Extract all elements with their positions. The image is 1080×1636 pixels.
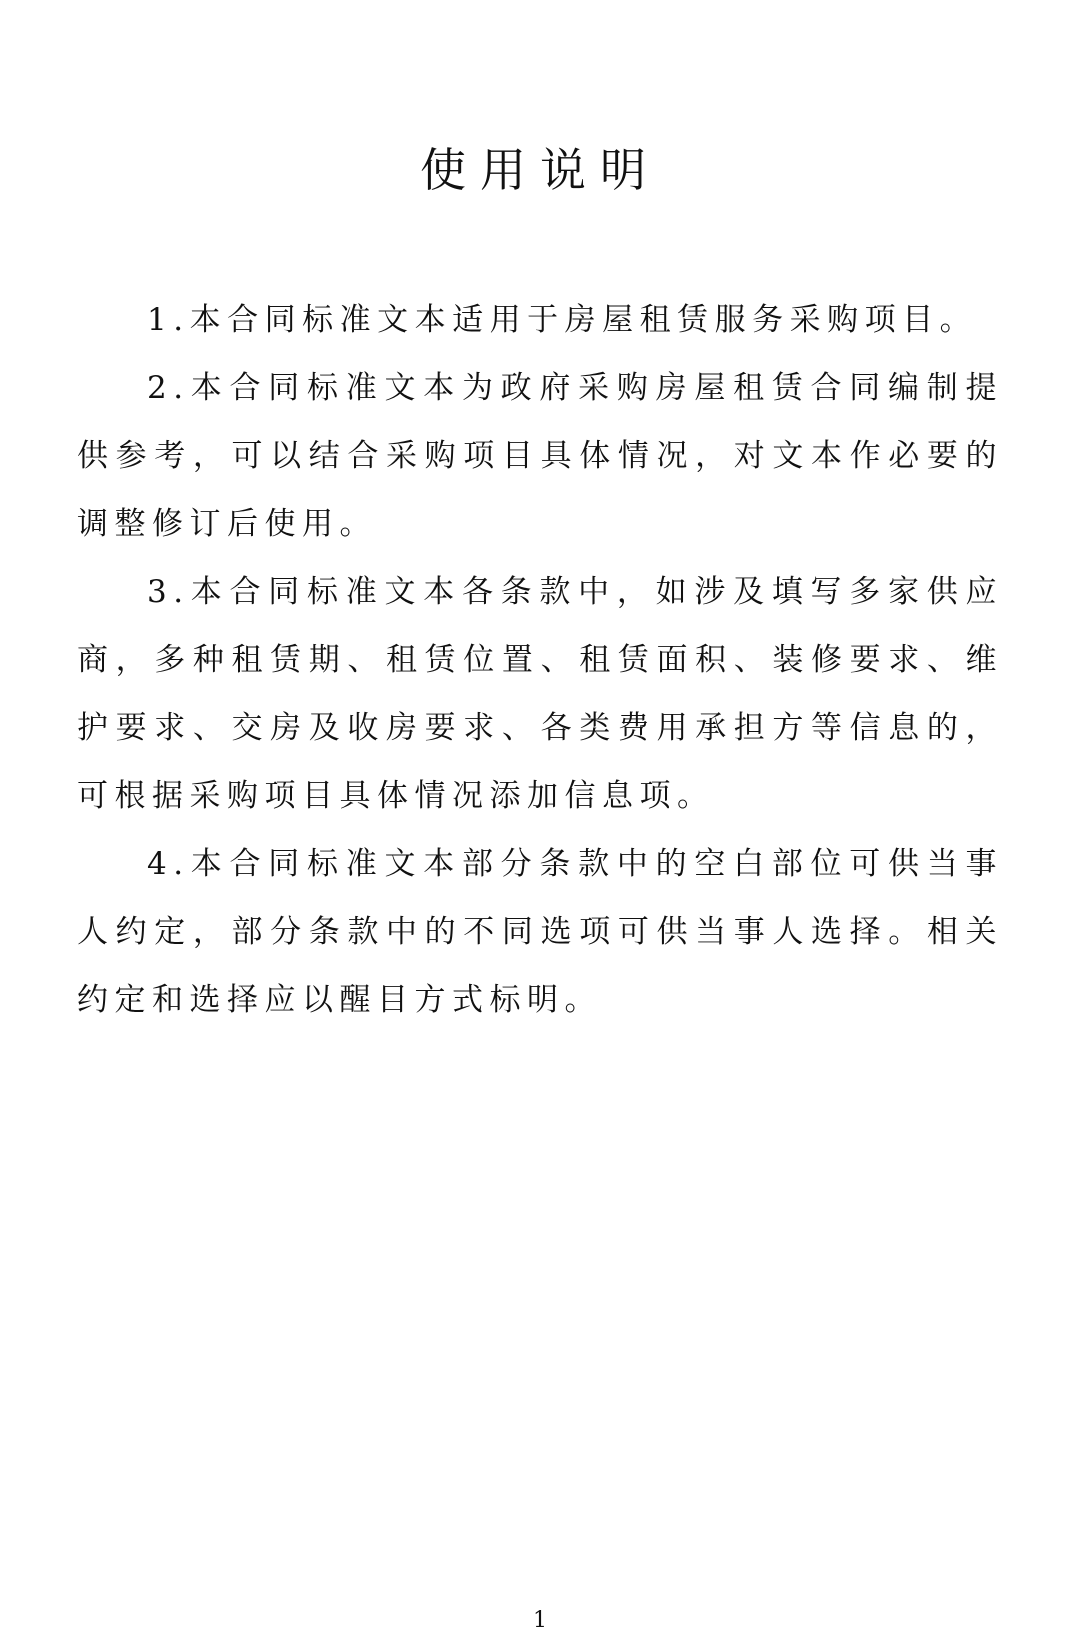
document-body (77, 286, 1003, 1034)
instruction-paragraph-3: 3.本合同标准文本各条款中，如涉及填写多家供应商，多种租赁期、租赁位置、租赁面积、装修要求、维护要求、交房及收房要求、各类费用承担方等信息的，可根据采购项目具体情况添加信息项。 (77, 574, 1003, 814)
instruction-paragraph-1: 1.本合同标准文本适用于房屋租赁服务采购项目。 (147, 302, 978, 338)
page-number: 1 (533, 1608, 547, 1633)
instruction-paragraph-4: 4.本合同标准文本部分条款中的空白部位可供当事人约定，部分条款中的不同选项可供当事人选择。相关约定和选择应以醒目方式标明。 (77, 846, 1003, 1018)
page-title: 使用说明 (420, 143, 660, 197)
instruction-paragraph-2: 2.本合同标准文本为政府采购房屋租赁合同编制提供参考，可以结合采购项目具体情况，对文本作必要的调整修订后使用。 (77, 370, 1003, 542)
